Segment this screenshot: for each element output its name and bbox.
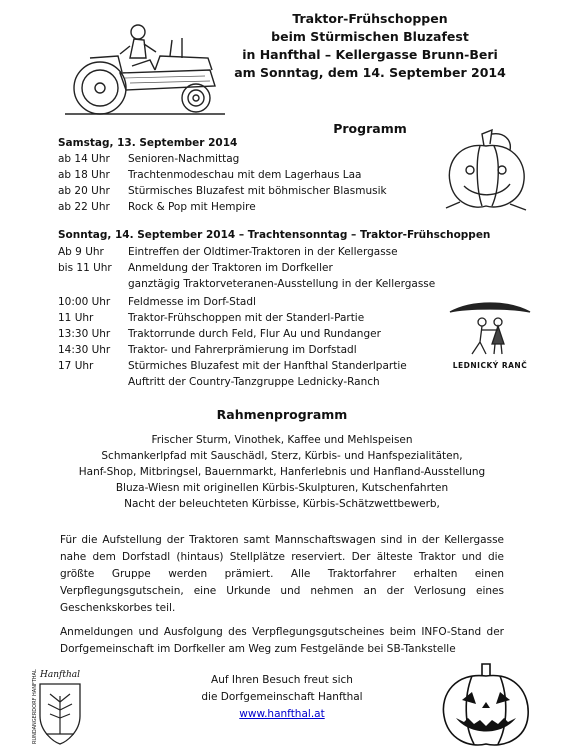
schedule-row — [58, 245, 398, 260]
schedule-desc: Rock & Pop mit Hempire — [128, 201, 256, 213]
schedule-time: ab 18 Uhr — [58, 169, 110, 181]
title-line-1: Traktor-Frühschoppen — [292, 11, 448, 26]
title-line-4: am Sonntag, dem 14. September 2014 — [234, 65, 506, 80]
schedule-time: 13:30 Uhr — [58, 328, 111, 340]
schedule-time: Ab 9 Uhr — [58, 246, 104, 258]
schedule-time: 10:00 Uhr — [58, 296, 111, 308]
schedule-time: 17 Uhr — [58, 360, 94, 372]
schedule-desc: Stürmisches Bluzafest mit böhmischer Blasmusik — [128, 185, 387, 197]
footer-line-1: Auf Ihren Besuch freut sich — [211, 674, 353, 686]
sunday-heading: Sonntag, 14. September 2014 – Trachtensonntag – Traktor-Frühschoppen — [58, 229, 491, 241]
schedule-desc: Senioren-Nachmittag — [128, 153, 240, 165]
schedule-time: 14:30 Uhr — [58, 344, 111, 356]
schedule-row — [58, 261, 333, 276]
schedule-time: ab 20 Uhr — [58, 185, 110, 197]
registration-paragraph: Anmeldungen und Ausfolgung des Verpflegungsgutscheines beim INFO-Stand der Dorfgemeinschaft im Dorfkeller am Weg zum Festgelände bei SB-Tankstelle — [60, 626, 504, 655]
footer-line-2: die Dorfgemeinschaft Hanfthal — [201, 691, 363, 703]
schedule-time: ab 14 Uhr — [58, 153, 110, 165]
schedule-row — [58, 359, 407, 374]
schedule-row — [58, 200, 256, 215]
programm-heading: Programm — [333, 121, 407, 136]
title-line-2: beim Stürmischen Bluzafest — [271, 29, 469, 44]
crest-side-text: RUNDANGERDORF HANFTHAL — [32, 669, 38, 744]
schedule-desc: Traktorrunde durch Feld, Flur Au und Rundanger — [128, 328, 381, 340]
schedule-desc: Trachtenmodeschau mit dem Lagerhaus Laa — [128, 169, 362, 181]
schedule-desc: Eintreffen der Oldtimer-Traktoren in der Kellergasse — [128, 246, 398, 258]
schedule-row — [58, 311, 364, 326]
website-link[interactable]: www.hanfthal.at — [239, 708, 325, 720]
rahmenprogramm-list — [60, 432, 504, 512]
schedule-row — [58, 168, 362, 183]
schedule-desc: Anmeldung der Traktoren im Dorfkeller — [128, 262, 333, 274]
footer — [150, 672, 414, 723]
schedule-row — [58, 343, 357, 358]
hanfthal-crest — [22, 670, 98, 750]
tractor-info-paragraph: Für die Aufstellung der Traktoren samt Mannschaftswagen sind in der Kellergasse nahe dem Dorfstadl (hintaus) Stellplätze reserviert. Der älteste Traktor und die größte Gruppe werden prämiert. Alle Traktorfahrer erhalten einen Verpflegungsgutschein, eine Urkunde und nehmen an der Verlosung eines Geschenkskorbes teil. — [60, 534, 504, 614]
schedule-desc: Traktor- und Fahrerprämierung im Dorfstadl — [128, 344, 357, 356]
rahmen-line: Nacht der beleuchteten Kürbisse, Kürbis-Schätzwettbewerb, — [124, 498, 440, 510]
schedule-row — [58, 327, 381, 342]
jack-o-lantern-illustration — [436, 660, 536, 750]
pumpkin-illustration — [440, 128, 532, 214]
schedule-row — [58, 184, 387, 199]
ranch-logo-text: LEDNICKÝ RANČ — [452, 361, 528, 370]
lednicky-ranch-logo — [442, 298, 538, 370]
schedule-desc: Traktor-Frühschoppen mit der Standerl-Partie — [128, 312, 365, 324]
schedule-desc: Stürmiches Bluzafest mit der Hanfthal Standerlpartie — [128, 360, 407, 372]
crest-title: Hanfthal — [40, 670, 80, 680]
schedule-row — [58, 152, 239, 167]
dancers-icon — [442, 298, 538, 358]
schedule-continuation: Auftritt der Country-Tanzgruppe Lednicky-Ranch — [128, 376, 380, 388]
crest-shield-icon — [36, 682, 84, 746]
schedule-time: bis 11 Uhr — [58, 262, 112, 274]
rahmen-line: Schmankerlpfad mit Sauschädl, Sterz, Kürbis- und Hanfspezialitäten, — [101, 450, 463, 462]
rahmen-line: Bluza-Wiesn mit originellen Kürbis-Skulpturen, Kutschenfahrten — [115, 482, 449, 494]
rahmen-line: Hanf-Shop, Mitbringsel, Bauernmarkt, Hanferlebnis und Hanfland-Ausstellung — [78, 466, 486, 478]
title-line-3: in Hanfthal – Kellergasse Brunn-Beri — [242, 47, 498, 62]
schedule-time: ab 22 Uhr — [58, 201, 110, 213]
schedule-continuation: ganztägig Traktorveteranen-Ausstellung in der Kellergasse — [128, 278, 436, 290]
saturday-heading: Samstag, 13. September 2014 — [58, 137, 238, 149]
rahmenprogramm-heading: Rahmenprogramm — [216, 407, 348, 422]
event-title — [200, 10, 540, 82]
schedule-desc: Feldmesse im Dorf-Stadl — [128, 296, 256, 308]
schedule-time: 11 Uhr — [58, 312, 94, 324]
rahmen-line: Frischer Sturm, Vinothek, Kaffee und Mehlspeisen — [151, 434, 413, 446]
schedule-row — [58, 295, 256, 310]
